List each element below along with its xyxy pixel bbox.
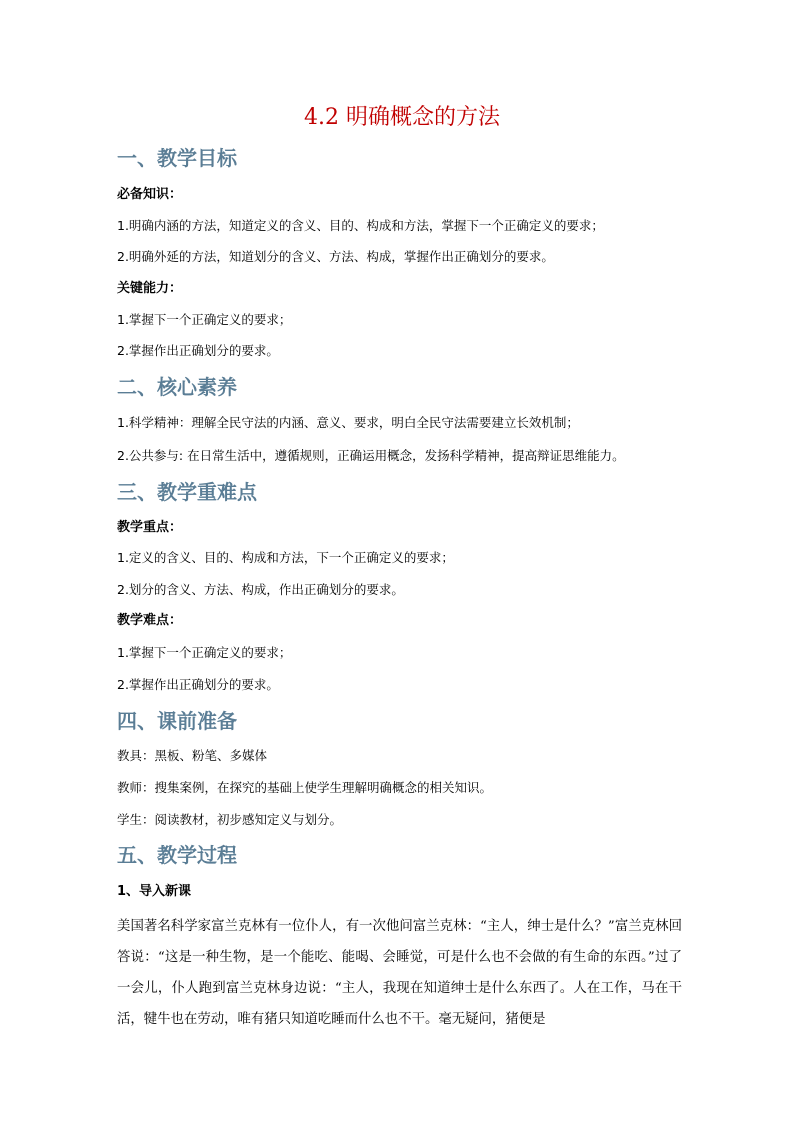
list-item: 学生：阅读教材，初步感知定义与划分。 [117, 812, 343, 827]
list-item: 1.掌握下一个正确定义的要求； [117, 645, 292, 660]
document-title: 4.2 明确概念的方法 [304, 105, 500, 130]
subheading-teaching-focus: 教学重点： [117, 520, 183, 535]
section-heading-key-difficult-points: 三、教学重难点 [117, 480, 257, 504]
list-item: 2.划分的含义、方法、构成，作出正确划分的要求。 [117, 582, 404, 597]
section-heading-preparation: 四、课前准备 [117, 709, 237, 733]
list-item: 1.掌握下一个正确定义的要求； [117, 312, 292, 327]
list-item: 2.掌握作出正确划分的要求。 [117, 677, 279, 692]
section-heading-teaching-goals: 一、教学目标 [117, 146, 237, 170]
body-paragraph: 美国著名科学家富兰克林有一位仆人，有一次他问富兰克林：“主人，绅士是什么？”富兰克林回答说：“这是一种生物，是一个能吃、能喝、会睡觉，可是什么也不会做的有生命的东西。”过了一会儿，仆人跑到富兰克林身边说：“主人，我现在知道绅士是什么东西了。人在工作，马在干活，犍牛也在劳动，唯有猪只知道吃睡而什么也不干。毫无疑问，猪便是 [117, 919, 682, 1027]
list-item: 1.科学精神：理解全民守法的内涵、意义、要求，明白全民守法需要建立长效机制； [117, 415, 579, 430]
list-item: 1.明确内涵的方法，知道定义的含义、目的、构成和方法，掌握下一个正确定义的要求； [117, 218, 604, 233]
list-item: 1.定义的含义、目的、构成和方法，下一个正确定义的要求； [117, 550, 454, 565]
list-item: 教具：黑板、粉笔、多媒体 [117, 748, 268, 763]
subheading-introduction: 1、导入新课 [117, 884, 192, 899]
subheading-teaching-difficulty: 教学难点： [117, 613, 183, 628]
section-heading-teaching-process: 五、教学过程 [117, 843, 237, 867]
section-heading-core-literacy: 二、核心素养 [117, 375, 237, 399]
subheading-key-abilities: 关键能力： [117, 281, 183, 296]
list-item: 2.公共参与: 在日常生活中，遵循规则，正确运用概念，发扬科学精神，提高辩证思维能力。 [117, 448, 625, 463]
list-item: 教师：搜集案例，在探究的基础上使学生理解明确概念的相关知识。 [117, 780, 493, 795]
subheading-required-knowledge: 必备知识： [117, 187, 183, 202]
list-item: 2.明确外延的方法，知道划分的含义、方法、构成，掌握作出正确划分的要求。 [117, 249, 554, 264]
list-item: 2.掌握作出正确划分的要求。 [117, 343, 279, 358]
